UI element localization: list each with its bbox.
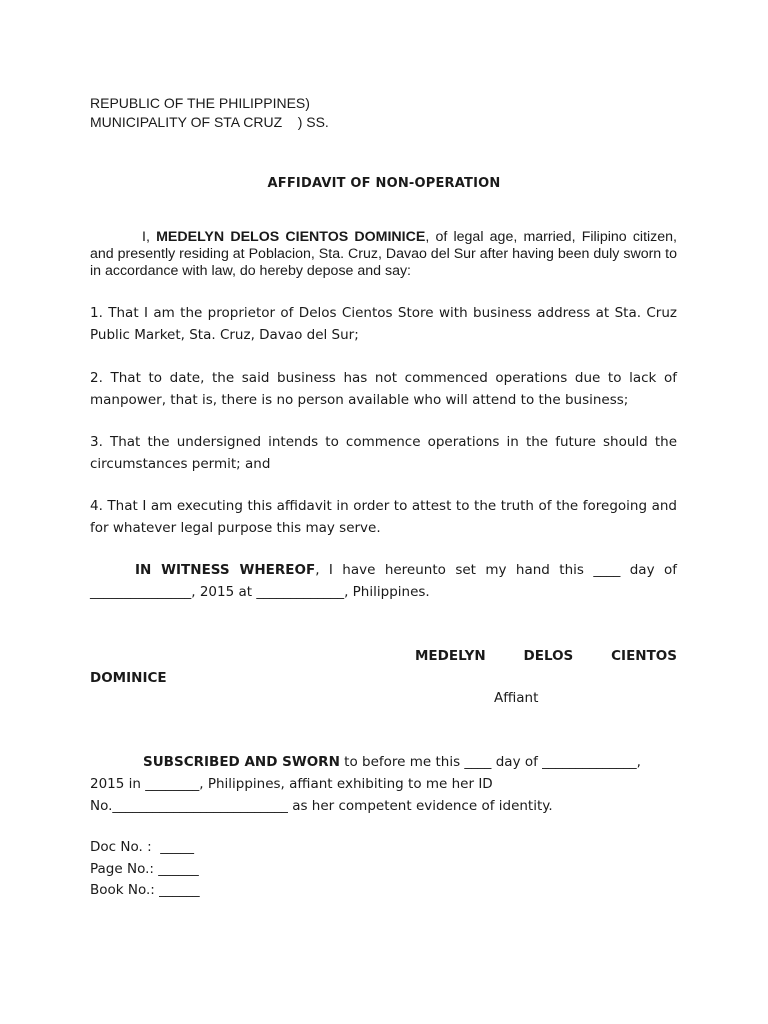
book-no: Book No.: ______ bbox=[90, 882, 200, 898]
venue-line-municipality: MUNICIPALITY OF STA CRUZ ) SS. bbox=[90, 114, 329, 130]
signature-word-2: DELOS bbox=[523, 648, 574, 664]
signature-role: Affiant bbox=[494, 690, 539, 706]
intro-text: , of legal age, married, Filipino citizen, and presently residing at Poblacion, Sta. Cruz, Davao del Sur after having been duly sworn to in accordance with law, do hereby depose and say: bbox=[90, 229, 677, 279]
notarial-records bbox=[90, 837, 200, 902]
jurat-line-1 bbox=[90, 751, 690, 773]
document-title: AFFIDAVIT OF NON-OPERATION bbox=[267, 176, 501, 191]
jurat-block bbox=[90, 751, 690, 817]
signature-word-1: MEDELYN bbox=[415, 648, 486, 664]
affiant-name: MEDELYN DELOS CIENTOS DOMINICE bbox=[156, 229, 426, 245]
intro-prefix: I, bbox=[142, 229, 157, 245]
statement-item-1: 1. That I am the proprietor of Delos Cientos Store with business address at Sta. Cruz Public Market, Sta. Cruz, Davao del Sur; bbox=[90, 305, 677, 343]
statement-item-3: 3. That the undersigned intends to commence operations in the future should the circumstances permit; and bbox=[90, 434, 677, 472]
jurat-line-2: 2015 in ________, Philippines, affiant exhibiting to me her ID bbox=[90, 776, 493, 792]
witness-text: , I have hereunto set my hand this ____ day of _______________, 2015 at _____________, Philippines. bbox=[90, 562, 677, 600]
jurat-line-1-text: to before me this ____ day of ______________, bbox=[339, 754, 641, 770]
venue-line-republic: REPUBLIC OF THE PHILIPPINES) bbox=[90, 95, 310, 111]
statement-item-2: 2. That to date, the said business has not commenced operations due to lack of manpower, that is, there is no person available who will attend to the business; bbox=[90, 370, 677, 408]
intro-paragraph bbox=[90, 229, 677, 280]
witness-clause bbox=[90, 559, 677, 603]
signature-name-line bbox=[415, 645, 677, 667]
jurat-bold: SUBSCRIBED AND SWORN bbox=[143, 754, 340, 770]
statement-item-4: 4. That I am executing this affidavit in order to attest to the truth of the foregoing and for whatever legal purpose this may serve. bbox=[90, 498, 677, 536]
venue-header bbox=[90, 94, 329, 132]
signature-name-last: DOMINICE bbox=[90, 670, 167, 686]
witness-bold: IN WITNESS WHEREOF bbox=[135, 562, 316, 578]
doc-no: Doc No. : _____ bbox=[90, 839, 194, 855]
page-no: Page No.: ______ bbox=[90, 860, 199, 877]
jurat-line-3: No.__________________________ as her competent evidence of identity. bbox=[90, 798, 553, 814]
signature-word-3: CIENTOS bbox=[611, 648, 677, 664]
